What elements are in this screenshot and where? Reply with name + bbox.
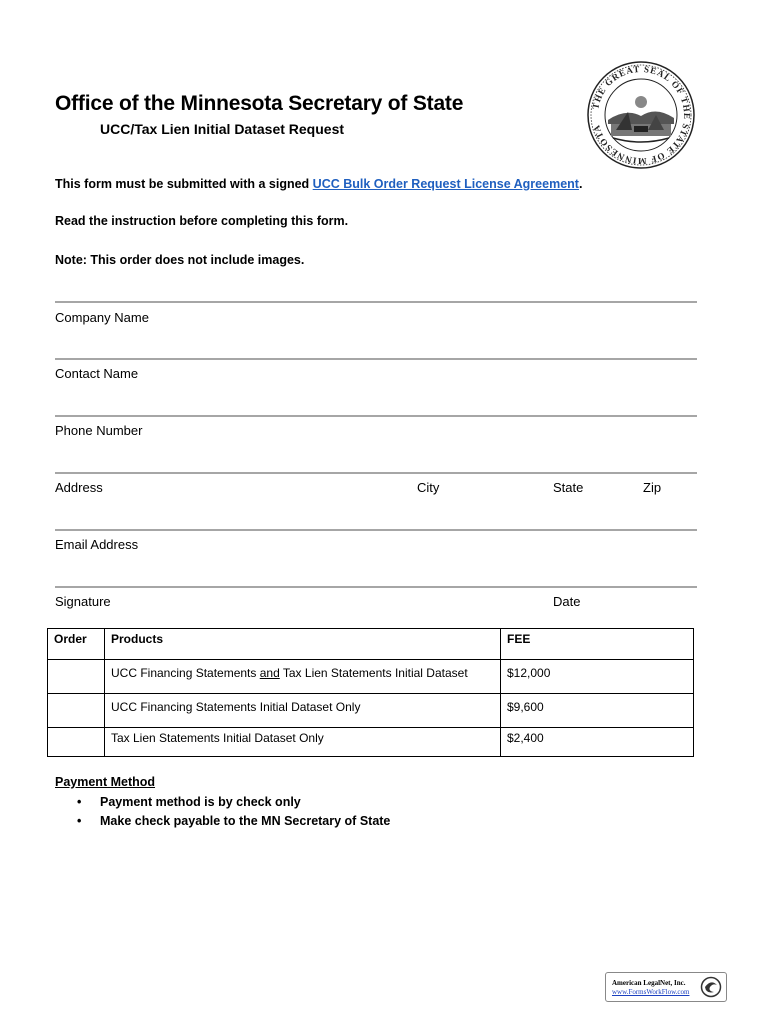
zip-field[interactable]: [641, 474, 697, 529]
fee-cell: $9,600: [501, 694, 694, 728]
zip-label: Zip: [643, 480, 662, 495]
products-column-header: Products: [105, 629, 501, 660]
fee-cell: $2,400: [501, 728, 694, 757]
license-notice: [55, 177, 582, 191]
product-text: UCC Financing Statements: [111, 666, 260, 680]
license-notice-suffix: .: [578, 177, 583, 191]
payment-method-heading: Payment Method: [55, 775, 156, 789]
city-field[interactable]: [415, 474, 545, 529]
list-item: • Make check payable to the MN Secretary of State: [55, 812, 390, 831]
company-name-label: Company Name: [55, 310, 149, 325]
product-cell: UCC Financing Statements Initial Dataset Only: [105, 694, 501, 728]
fee-column-header: FEE: [501, 629, 694, 660]
company-name-field[interactable]: [55, 303, 697, 358]
product-cell: [105, 660, 501, 694]
instruction-notice: Read the instruction before completing this form.: [55, 214, 349, 228]
signature-field[interactable]: [55, 588, 535, 626]
products-table: [47, 628, 694, 757]
order-cell[interactable]: [48, 694, 105, 728]
page-title: Office of the Minnesota Secretary of State: [55, 92, 464, 115]
contact-name-label: Contact Name: [55, 366, 139, 381]
product-cell: Tax Lien Statements Initial Dataset Only: [105, 728, 501, 757]
images-note: Note: This order does not include images.: [55, 253, 305, 267]
order-cell[interactable]: [48, 728, 105, 757]
page-subtitle: UCC/Tax Lien Initial Dataset Request: [100, 121, 345, 137]
date-label: Date: [553, 594, 581, 609]
order-column-header: Order: [48, 629, 105, 660]
address-label: Address: [55, 480, 103, 495]
order-cell[interactable]: [48, 660, 105, 694]
license-notice-prefix: This form must be submitted with a signed: [55, 177, 313, 191]
list-item: • Payment method is by check only: [55, 793, 390, 812]
state-field[interactable]: [551, 474, 636, 529]
license-agreement-link[interactable]: UCC Bulk Order Request License Agreement: [312, 177, 579, 191]
product-emphasis: and: [259, 666, 280, 680]
fee-cell: $12,000: [501, 660, 694, 694]
email-address-field[interactable]: [55, 531, 697, 586]
signature-label: Signature: [55, 594, 111, 609]
email-address-label: Email Address: [55, 537, 139, 552]
footer-badge: [605, 972, 727, 1002]
svg-text:THE GREAT SEAL OF THE STATE OF: THE GREAT SEAL OF THE STATE OF MINNESOTA: [590, 63, 693, 167]
table-row: [48, 660, 694, 694]
table-row: [48, 694, 694, 728]
footer-url-link[interactable]: www.FormsWorkFlow.com: [612, 988, 690, 996]
state-label: State: [553, 480, 584, 495]
city-label: City: [417, 480, 440, 495]
table-row: [48, 728, 694, 757]
contact-name-field[interactable]: [55, 360, 697, 415]
address-field[interactable]: [55, 474, 410, 529]
footer-company: American LegalNet, Inc.: [612, 979, 686, 987]
phone-number-field[interactable]: [55, 417, 697, 472]
table-header-row: [48, 629, 694, 660]
payment-method-list: [55, 793, 390, 831]
product-text: Tax Lien Statements Initial Dataset: [279, 666, 468, 680]
date-field[interactable]: [551, 588, 697, 626]
swirl-logo-icon: [700, 976, 722, 998]
phone-number-label: Phone Number: [55, 423, 143, 438]
state-seal-logo: [586, 60, 696, 170]
